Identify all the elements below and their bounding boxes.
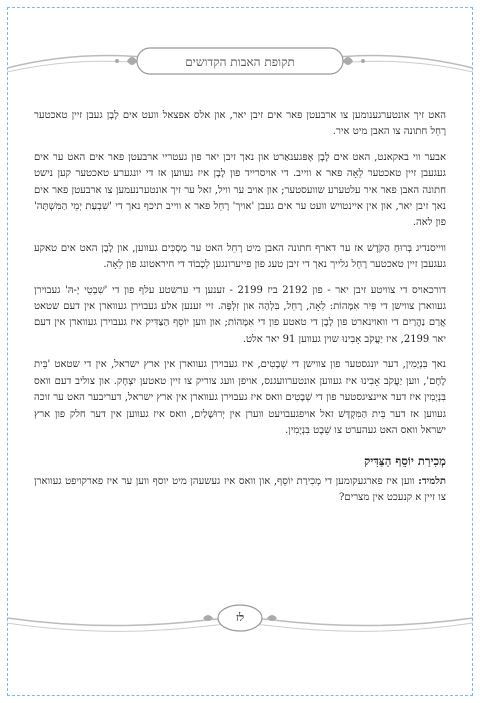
question-text: ווען איז פארגעקומען די מְכִירַת יוֹסֵף, און וואס איז געשעהן מיט יוסף ווען ער איז פארקויפט געווארן צו זיין א קנעכט אין מצרים? (34, 475, 446, 504)
page-number: לז (235, 611, 245, 624)
paragraph-3: ווייסנדיג בְּרוּחַ הַקֹּדֶשׁ אז ער דארף חתונה האבן מיט רָחֵל האט ער מַסְכִּים געווען, און לָבָן האט אים טאקע געגעבן זיין טאכטער רָחֵל גלייך נאך די זיבן טעג פון פייערונגען לְכָבוֹד די חיראטונג פון לֵאָה. (34, 242, 446, 271)
paragraph-1: האט זיך אונטערגענומען צו ארבעטן פאר אים זיבן יאר, און אלס אפצאל וועט אים לָבָן געבן זיין טאכטער רָחֵל חתונה צו האבן מיט איר. (34, 110, 446, 138)
section-heading: מְכִירַת יוֹסֵף הַצַּדִּיק (364, 454, 446, 469)
running-header: תקופת האבות הקדושים (185, 55, 295, 69)
speaker-label: תלמיד: (418, 475, 446, 487)
page-body (34, 108, 446, 516)
paragraph-4: דורכאויס די צוויטע זיבן יאר - פון 2192 ביז 2199 - זענען די ערשטע עלף פון די 'שִׁבְטֵי יָ-הּ' געבוירן געווארן צווישן די פִּיר אִמָּהוֹת: לֵאָה, רָחֵל, בִּלְהָה און זִלְפָּה. זיי זענען אלע געבוירן געווארן אין דעם שטאט אֲרַם נַהֲרַיִם די וואוינארט פון לָבָן די טאטע פון די אִמָּהוֹת; און ווען יוֹסֵף הַצַּדִּיק איז געבוירן געווארן אין דעם יאר 2199, איז יַעֲקֹב אָבִינוּ שוין געווען 91 יאר אלט. (34, 284, 447, 345)
question-paragraph (34, 474, 446, 507)
paragraph-5: נאך בִּנְיָמִין, דער יונגסטער פון צווישן די שְׁבָטִים, איז געבוירן געווארן אין ארץ ישראל, אין די שטאט 'בֵּית לֶחֶם', ווען יַעֲקֹב אָבִינוּ איז געווען אונטערוועגנס, אויפן וועג צוריק צו זיין טאטען יִצְחָק. און צוליב דעם וואס בִּנְיָמִין איז דער איינציגסטער פון די שְׁבָטִים וואס איז געבוירן געווארן אין ארץ ישראל, דעריבער האט ער זוכה געווען אז דער בֵּית הַמִּקְדָּשׁ זאל אויפגעבויעט ווערן אין יְרוּשָׁלַיִם, וואס איז געווען אין דער חלק פון ארץ ישראל וואס האט געהערט צו שֵׁבֶט בִּנְיָמִין. (34, 359, 446, 436)
paragraph-2: אבער ווי באקאנט, האט אים לָבָן אָפּגענאַרט און נאך זיבן יאר פון געטריי ארבעטן פאר אים האט ער אים געגעבן זיין טאכטער לֵאָה פאר א ווייב. די אויסרייד פון לָבָן איז געווען אז די יונגערע טאכטער קען נישט חתונה האבן פאר איר עלטערע שוועסטער; און אויב ער וויל, זאל ער זיך אונטערנעמען צו ארבעטן פאר אים נאך זיבן יאר, און אין איינטויש וועט ער אים געבן 'אויך' רָחֵל פאר א ווייב תיכף נאך די 'שִׁבְעַת יְמֵי הַמִּשְׁתֶּה' פון לאה. (34, 151, 446, 229)
